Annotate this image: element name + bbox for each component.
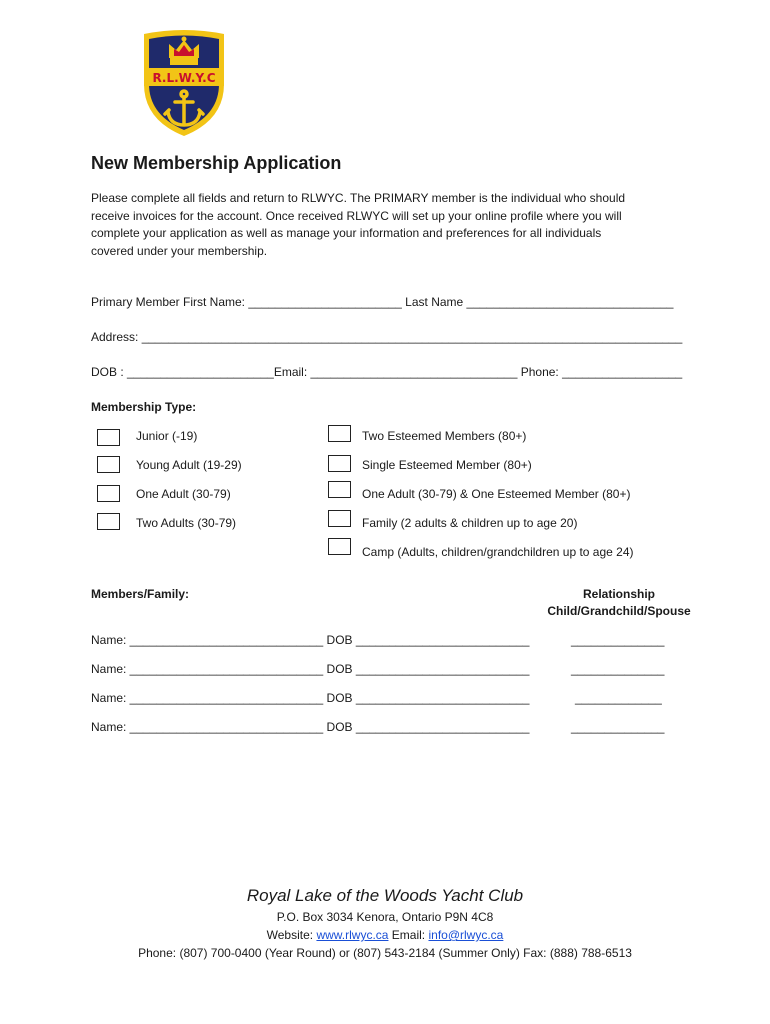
member-relationship-field[interactable]: _____________: [575, 691, 662, 705]
member-name-dob-field[interactable]: Name: _____________________________ DOB __________________________: [91, 720, 530, 734]
dob-email-phone-field[interactable]: DOB : ______________________Email: _______________________________ Phone: __________________: [91, 365, 683, 379]
rlwyc-logo: [138, 28, 230, 140]
members-heading: Members/Family:: [91, 587, 190, 601]
checkbox-family[interactable]: [328, 510, 351, 527]
option-label: Two Adults (30-79): [136, 516, 237, 530]
membership-type-heading: Membership Type:: [91, 400, 197, 414]
option-label: Junior (-19): [136, 429, 198, 443]
option-label: Camp (Adults, children/grandchildren up to age 24): [362, 545, 634, 559]
option-label: One Adult (30-79): [136, 487, 231, 501]
address-field[interactable]: Address: _________________________________________________________________________________: [91, 330, 683, 344]
member-name-dob-field[interactable]: Name: _____________________________ DOB __________________________: [91, 662, 530, 676]
website-label: Website:: [266, 928, 317, 942]
option-label: Single Esteemed Member (80+): [362, 458, 532, 472]
checkbox-camp[interactable]: [328, 538, 351, 555]
checkbox-single-esteemed[interactable]: [328, 455, 351, 472]
checkbox-two-adults[interactable]: [97, 513, 120, 530]
option-label: Family (2 adults & children up to age 20): [362, 516, 578, 530]
club-address: P.O. Box 3034 Kenora, Ontario P9N 4C8: [276, 910, 494, 924]
intro-line: receive invoices for the account. Once received RLWYC will set up your online profile where you will: [91, 208, 622, 223]
member-relationship-field[interactable]: ______________: [571, 720, 665, 734]
email-link[interactable]: info@rlwyc.ca: [428, 928, 504, 942]
checkbox-one-adult[interactable]: [97, 485, 120, 502]
crest-icon: [138, 28, 230, 140]
intro-paragraph: [91, 190, 691, 260]
checkbox-two-esteemed[interactable]: [328, 425, 351, 442]
club-name: Royal Lake of the Woods Yacht Club: [246, 886, 524, 905]
member-name-dob-field[interactable]: Name: _____________________________ DOB __________________________: [91, 633, 530, 647]
option-label: Young Adult (19-29): [136, 458, 242, 472]
svg-text:R.L.W.Y.C: R.L.W.Y.C: [152, 71, 216, 85]
member-relationship-field[interactable]: ______________: [571, 662, 665, 676]
email-label: Email:: [388, 928, 429, 942]
checkbox-adult-esteemed[interactable]: [328, 481, 351, 498]
relationship-heading-line: Relationship: [582, 587, 655, 601]
intro-line: Please complete all fields and return to RLWYC. The PRIMARY member is the individual who should: [91, 191, 626, 205]
intro-line: covered under your membership.: [91, 243, 268, 258]
member-relationship-field[interactable]: ______________: [571, 633, 665, 647]
website-link[interactable]: www.rlwyc.ca: [316, 928, 389, 942]
contact-line: [0, 928, 770, 942]
page-title: New Membership Application: [91, 153, 342, 173]
phone-line: Phone: (807) 700-0400 (Year Round) or (807) 543-2184 (Summer Only) Fax: (888) 788-6513: [138, 946, 632, 960]
option-label: Two Esteemed Members (80+): [362, 429, 527, 443]
checkbox-junior[interactable]: [97, 429, 120, 446]
primary-name-field[interactable]: Primary Member First Name: _______________________ Last Name _______________________________: [91, 295, 674, 309]
option-label: One Adult (30-79) & One Esteemed Member (80+): [362, 487, 631, 501]
relationship-heading: [534, 586, 704, 620]
member-name-dob-field[interactable]: Name: _____________________________ DOB __________________________: [91, 691, 530, 705]
checkbox-young-adult[interactable]: [97, 456, 120, 473]
relationship-heading-line: Child/Grandchild/Spouse: [547, 604, 691, 618]
intro-line: complete your application as well as manage your information and preferences for all individuals: [91, 226, 602, 240]
